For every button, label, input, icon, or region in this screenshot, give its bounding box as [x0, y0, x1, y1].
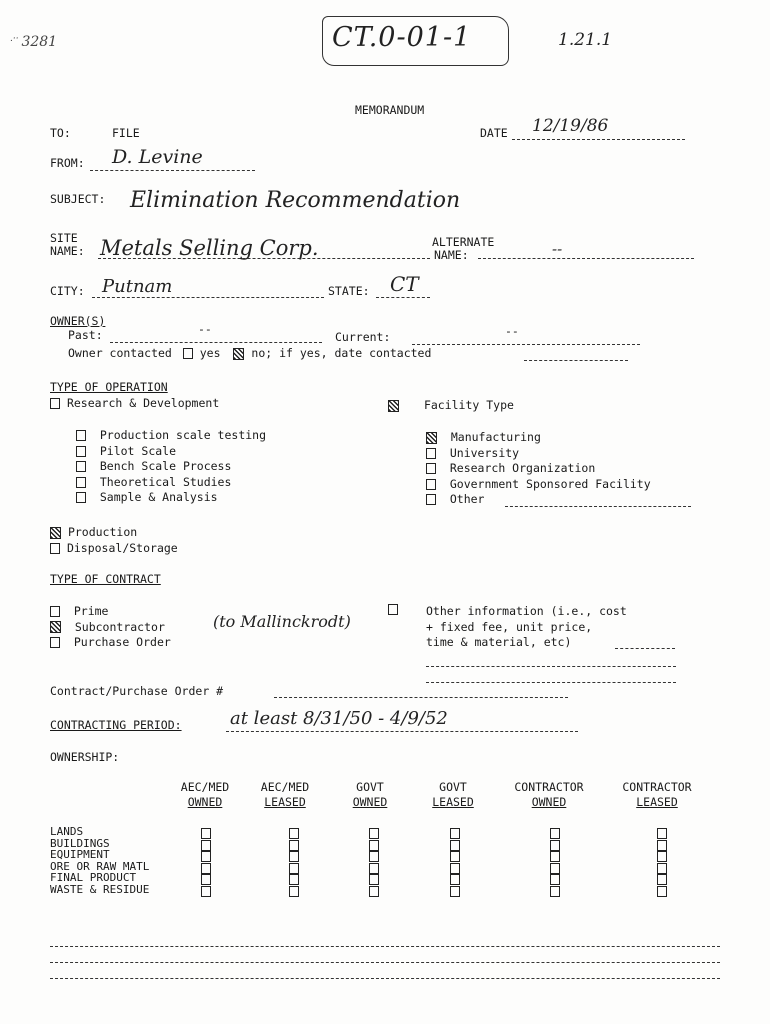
ownership-checkbox[interactable]: [450, 851, 460, 862]
prime-checkbox[interactable]: [50, 606, 60, 617]
rd-item-checkbox[interactable]: [76, 477, 86, 488]
period-value: at least 8/31/50 - 4/9/52: [230, 708, 448, 729]
from-value: D. Levine: [112, 146, 203, 168]
list-item: Theoretical Studies: [76, 475, 266, 491]
ownership-checkbox[interactable]: [550, 863, 560, 874]
remarks-line: [50, 962, 720, 963]
other-info-checkbox-wrap: [388, 602, 398, 616]
disposal-checkbox[interactable]: [50, 543, 60, 554]
ownership-checkbox[interactable]: [369, 840, 379, 851]
yes-label: yes: [199, 346, 221, 360]
past-label: Past:: [68, 328, 103, 342]
ownership-checkbox[interactable]: [289, 851, 299, 862]
ref-number: 1.21.1: [558, 30, 613, 50]
ownership-col-header: CONTRACTOR LEASED: [622, 780, 692, 809]
purchase-order-checkbox[interactable]: [50, 637, 60, 648]
list-item: University: [426, 446, 651, 462]
ownership-col-header: CONTRACTOR OWNED: [514, 780, 584, 809]
ownership-checkbox[interactable]: [657, 863, 667, 874]
remarks-line: [50, 978, 720, 979]
other-info-blank: [615, 648, 675, 649]
list-item: Subcontractor: [50, 620, 171, 636]
operation-heading: TYPE OF OPERATION: [50, 380, 168, 394]
order-line: [274, 697, 568, 698]
facility-label: Facility Type: [423, 398, 514, 412]
subcontractor-note: (to Mallinckrodt): [213, 612, 351, 631]
ownership-checkbox[interactable]: [369, 851, 379, 862]
ownership-checkbox[interactable]: [289, 886, 299, 897]
list-item: Production: [50, 524, 178, 540]
rd-label: Research & Development: [66, 396, 220, 410]
list-item: Prime: [50, 604, 171, 620]
ownership-checkbox[interactable]: [550, 886, 560, 897]
remarks-line: [50, 946, 720, 947]
ownership-checkbox[interactable]: [289, 874, 299, 885]
current-label: Current:: [335, 330, 391, 344]
city-line: [92, 297, 324, 298]
from-line: [90, 170, 255, 171]
state-value: CT: [390, 272, 419, 296]
ownership-row-label: LANDS: [50, 825, 84, 838]
ownership-checkbox[interactable]: [450, 886, 460, 897]
other-info-checkbox[interactable]: [388, 604, 398, 615]
ownership-checkbox[interactable]: [450, 828, 460, 839]
list-item: Manufacturing: [426, 430, 651, 446]
other-info-line: Other information (i.e., cost: [426, 604, 627, 618]
no-label: no; if yes, date contacted: [251, 346, 432, 360]
ownership-checkbox[interactable]: [657, 886, 667, 897]
state-label: STATE:: [328, 284, 370, 298]
alternate-value: --: [552, 240, 563, 258]
facility-checkbox[interactable]: [388, 400, 399, 412]
current-line: [412, 344, 640, 345]
other-line: [505, 506, 691, 507]
ownership-checkbox[interactable]: [201, 840, 211, 851]
ownership-checkbox[interactable]: [450, 863, 460, 874]
list-item: Production scale testing: [76, 428, 266, 444]
ownership-checkbox[interactable]: [201, 863, 211, 874]
state-line: [376, 297, 430, 298]
site-label: SITE NAME:: [50, 231, 85, 258]
ownership-row-label: EQUIPMENT: [50, 848, 110, 862]
facility-item-checkbox[interactable]: [426, 432, 437, 444]
list-item: Sample & Analysis: [76, 490, 266, 506]
facility-row: [388, 398, 514, 412]
subject-value: Elimination Recommendation: [130, 188, 461, 213]
ownership-row-label: BUILDINGS: [50, 836, 110, 850]
ownership-checkbox[interactable]: [201, 874, 211, 885]
other-info: [426, 604, 627, 651]
ownership-checkbox[interactable]: [657, 874, 667, 885]
ownership-checkbox[interactable]: [369, 828, 379, 839]
ownership-checkbox[interactable]: [289, 828, 299, 839]
rd-item-checkbox[interactable]: [76, 430, 86, 441]
date-contacted-line: [524, 360, 628, 361]
list-item: Other: [426, 492, 651, 508]
to-value: FILE: [112, 126, 140, 140]
ownership-col-header: AEC/MED OWNED: [180, 780, 230, 809]
other-info-blank: [426, 666, 676, 667]
owners-heading: OWNER(S): [50, 314, 106, 328]
rd-item-checkbox[interactable]: [76, 492, 86, 503]
owner-contacted-label: Owner contacted: [68, 346, 172, 360]
current-value: --: [505, 324, 519, 338]
ownership-checkbox[interactable]: [201, 851, 211, 862]
ownership-row-label: WASTE & RESIDUE: [50, 882, 150, 896]
list-item: Research Organization: [426, 461, 651, 477]
order-label: Contract/Purchase Order #: [50, 684, 224, 698]
contract-heading: TYPE OF CONTRACT: [50, 572, 161, 586]
ownership-checkbox[interactable]: [550, 840, 560, 851]
ownership-checkbox[interactable]: [201, 886, 211, 897]
ownership-checkbox[interactable]: [369, 886, 379, 897]
doc-number: .·· 3281: [10, 34, 58, 50]
facility-item-checkbox[interactable]: [426, 463, 436, 474]
ownership-checkbox[interactable]: [450, 840, 460, 851]
to-label: TO:: [50, 126, 71, 140]
production-list: [50, 524, 178, 556]
ownership-checkbox[interactable]: [550, 874, 560, 885]
ownership-col-header: GOVT OWNED: [352, 780, 388, 809]
date-line: [512, 139, 685, 140]
ownership-checkbox[interactable]: [657, 840, 667, 851]
rd-list: [76, 428, 266, 506]
no-checkbox[interactable]: [233, 348, 244, 360]
list-item: Pilot Scale: [76, 444, 266, 460]
rd-item-checkbox[interactable]: [76, 446, 86, 457]
other-info-line: time & material, etc): [426, 635, 572, 649]
contract-type-list: [50, 604, 171, 651]
period-line: [226, 731, 578, 732]
owner-contacted-row: [68, 346, 431, 360]
other-info-line: + fixed fee, unit price,: [426, 619, 593, 634]
period-label: CONTRACTING PERIOD:: [50, 718, 182, 732]
ownership-col-header: AEC/MED LEASED: [260, 780, 310, 809]
subcontractor-checkbox[interactable]: [50, 621, 61, 633]
ownership-row-labels: [50, 826, 149, 896]
site-value: Metals Selling Corp.: [100, 236, 319, 260]
ownership-col-header: GOVT LEASED: [432, 780, 474, 809]
ownership-checkbox[interactable]: [657, 828, 667, 839]
ownership-checkbox[interactable]: [657, 851, 667, 862]
memo-title: MEMORANDUM: [355, 103, 425, 117]
ownership-checkbox[interactable]: [369, 874, 379, 885]
alternate-label: ALTERNATE NAME:: [432, 235, 495, 262]
city-label: CITY:: [50, 284, 85, 298]
rd-row: [50, 396, 219, 410]
ownership-row-label: ORE OR RAW MATL: [50, 859, 150, 873]
facility-item-checkbox[interactable]: [426, 479, 436, 490]
city-value: Putnam: [102, 276, 173, 297]
list-item: Purchase Order: [50, 635, 171, 651]
production-checkbox[interactable]: [50, 527, 61, 539]
list-item: Bench Scale Process: [76, 459, 266, 475]
yes-checkbox[interactable]: [183, 348, 193, 359]
rd-checkbox[interactable]: [50, 398, 60, 409]
list-item: Disposal/Storage: [50, 540, 178, 556]
other-info-blank: [426, 682, 676, 683]
ownership-checkbox[interactable]: [450, 874, 460, 885]
ownership-heading: OWNERSHIP:: [50, 750, 120, 764]
ownership-checkbox[interactable]: [369, 863, 379, 874]
ownership-checkbox[interactable]: [550, 828, 560, 839]
ownership-checkbox[interactable]: [201, 828, 211, 839]
rd-item-checkbox[interactable]: [76, 461, 86, 472]
facility-list: [426, 430, 651, 508]
ownership-checkbox[interactable]: [289, 840, 299, 851]
date-value: 12/19/86: [532, 116, 609, 136]
file-code: CT.0-01-1: [332, 22, 472, 53]
facility-item-checkbox[interactable]: [426, 494, 436, 505]
past-line: [110, 342, 322, 343]
ownership-row-label: FINAL PRODUCT: [50, 871, 137, 885]
past-value: --: [198, 322, 212, 336]
ownership-checkbox[interactable]: [550, 851, 560, 862]
date-label: DATE: [480, 126, 508, 140]
facility-item-checkbox[interactable]: [426, 448, 436, 459]
alternate-line: [478, 258, 694, 259]
subject-label: SUBJECT:: [50, 192, 106, 206]
from-label: FROM:: [50, 156, 85, 170]
list-item: Government Sponsored Facility: [426, 477, 651, 493]
ownership-checkbox[interactable]: [289, 863, 299, 874]
